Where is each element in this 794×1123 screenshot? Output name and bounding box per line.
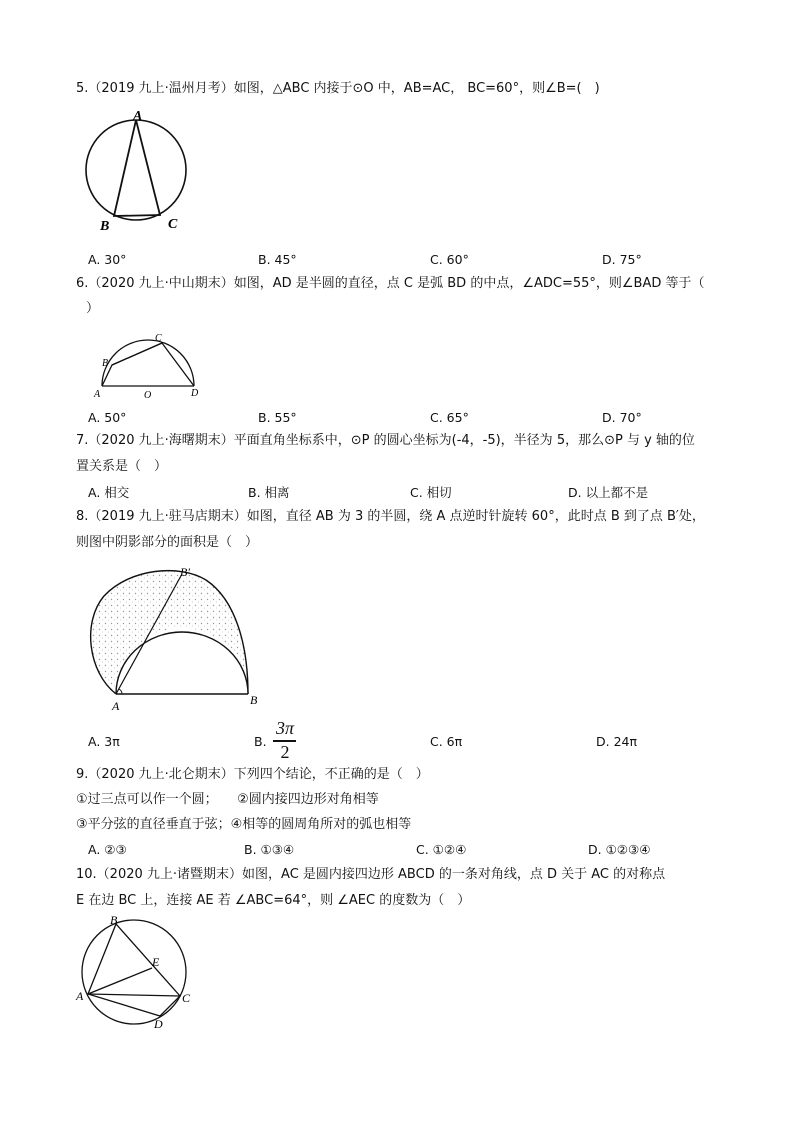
q10-label-a: A bbox=[76, 989, 84, 1003]
q8-option-b-numerator: 3π bbox=[275, 718, 295, 738]
q9-option-b[interactable]: B. ①③④ bbox=[244, 842, 295, 857]
q8-stem-line1: 8.（2019 九上·驻马店期末）如图，直径 AB 为 3 的半圆，绕 A 点逆时针旋转 60°，此时点 B 到了点 B′处， bbox=[76, 509, 705, 524]
q5-figure bbox=[78, 108, 198, 234]
q6-label-b: B bbox=[102, 358, 109, 369]
q6-label-a: A bbox=[94, 389, 101, 400]
q5-option-d[interactable]: D. 75° bbox=[602, 252, 642, 267]
q8-option-d[interactable]: D. 24π bbox=[596, 734, 638, 749]
q6-stem-line2: ） bbox=[86, 301, 100, 316]
q6-option-a[interactable]: A. 50° bbox=[88, 410, 127, 425]
q6-option-c[interactable]: C. 65° bbox=[430, 410, 469, 425]
q8-option-a[interactable]: A. 3π bbox=[88, 734, 120, 749]
q5-option-a[interactable]: A. 30° bbox=[88, 252, 127, 267]
q6-label-d: D bbox=[191, 388, 199, 399]
q5-label-a: A bbox=[133, 109, 143, 124]
q9-option-d[interactable]: D. ①②③④ bbox=[588, 842, 651, 857]
q9-option-a[interactable]: A. ②③ bbox=[88, 842, 127, 857]
q9-statement-line1: ①过三点可以作一个圆； ②圆内接四边形对角相等 bbox=[76, 792, 379, 807]
q9-statement-line2: ③平分弦的直径垂直于弦；④相等的圆周角所对的弧也相等 bbox=[76, 817, 412, 832]
q10-stem-line1: 10.（2020 九上·诸暨期末）如图，AC 是圆内接四边形 ABCD 的一条对角线，点 D 关于 AC 的对称点 bbox=[76, 867, 666, 882]
q7-option-b[interactable]: B. 相离 bbox=[248, 485, 290, 500]
q5-option-b[interactable]: B. 45° bbox=[258, 252, 297, 267]
q10-label-c: C bbox=[182, 991, 191, 1005]
q7-stem-line2: 置关系是（ ） bbox=[76, 459, 168, 474]
q6-figure bbox=[88, 330, 208, 402]
q8-option-c[interactable]: C. 6π bbox=[430, 734, 463, 749]
q7-option-a[interactable]: A. 相交 bbox=[88, 485, 130, 500]
q10-stem-line2: E 在边 BC 上，连接 AE 若 ∠ABC=64°，则 ∠AEC 的度数为（ ） bbox=[76, 893, 471, 908]
q9-option-c[interactable]: C. ①②④ bbox=[416, 842, 467, 857]
q5-label-c: C bbox=[168, 217, 178, 232]
q8-label-bprime: B′ bbox=[180, 565, 190, 579]
q6-option-b[interactable]: B. 55° bbox=[258, 410, 297, 425]
q10-label-b: B bbox=[110, 913, 118, 927]
q10-label-d: D bbox=[154, 1017, 163, 1031]
q8-option-b-denominator: 2 bbox=[280, 742, 290, 762]
q6-stem-line1: 6.（2020 九上·中山期末）如图，AD 是半圆的直径，点 C 是弧 BD 的中点，∠ADC=55°，则∠BAD 等于（ bbox=[76, 276, 705, 291]
q9-stem: 9.（2020 九上·北仑期末）下列四个结论，不正确的是（ ） bbox=[76, 767, 429, 782]
q8-label-a: A bbox=[112, 699, 120, 712]
q7-option-d[interactable]: D. 以上都不是 bbox=[568, 485, 649, 500]
q7-option-c[interactable]: C. 相切 bbox=[410, 485, 452, 500]
q7-stem-line1: 7.（2020 九上·海曙期末）平面直角坐标系中，⊙P 的圆心坐标为(-4，-5)，半径为 5，那么⊙P 与 y 轴的位 bbox=[76, 433, 695, 448]
q5-stem: 5.（2019 九上·温州月考）如图，△ABC 内接于⊙O 中，AB=AC， BC=60°，则∠B=( ) bbox=[76, 81, 600, 96]
q8-stem-line2: 则图中阴影部分的面积是（ ） bbox=[76, 535, 259, 550]
q6-option-d[interactable]: D. 70° bbox=[602, 410, 642, 425]
q5-option-c[interactable]: C. 60° bbox=[430, 252, 469, 267]
q6-label-o: O bbox=[144, 390, 152, 401]
q10-figure bbox=[72, 912, 202, 1034]
q10-label-e: E bbox=[152, 955, 160, 969]
q8-option-b[interactable]: B. bbox=[254, 734, 267, 749]
q5-label-b: B bbox=[100, 219, 110, 234]
q8-figure bbox=[80, 562, 270, 712]
q6-label-c: C bbox=[155, 333, 162, 344]
q8-label-b: B bbox=[250, 693, 258, 707]
